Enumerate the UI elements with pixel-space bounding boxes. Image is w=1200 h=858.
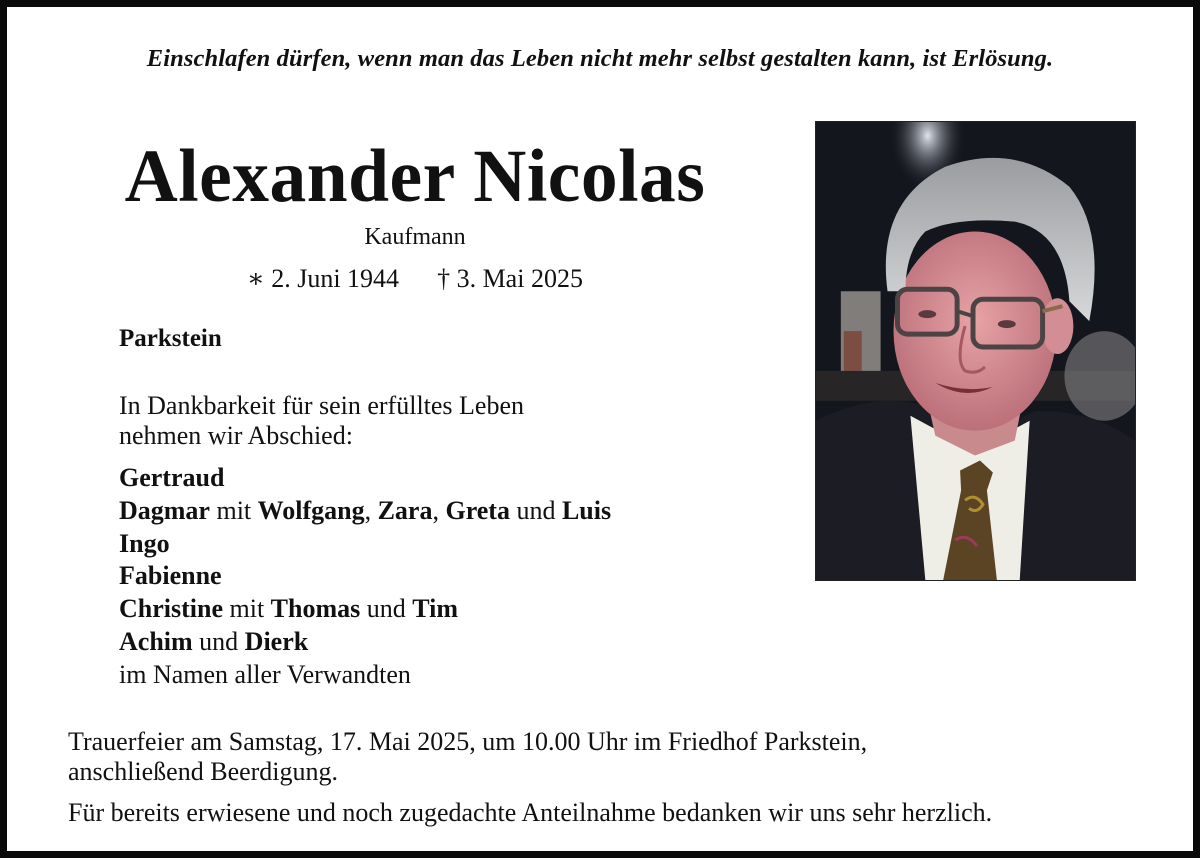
motto-quote: Einschlafen dürfen, wenn man das Leben nicht mehr selbst gestalten kann, ist Erlösung. [146, 45, 1054, 72]
mourner-name: Christine [119, 594, 223, 624]
thanks-note: Für bereits erwiesene und noch zugedachte Anteilnahme bedanken wir uns sehr herzlich. [68, 798, 993, 827]
service-line: anschließend Beerdigung. [68, 757, 339, 786]
mourner-name: Thomas [270, 594, 361, 624]
deceased-name: Alexander Nicolas [124, 135, 706, 218]
mourner-line [119, 462, 611, 495]
mourner-line [119, 495, 611, 528]
death-date: 3. Mai 2025 [456, 264, 583, 293]
connector-text: und [509, 495, 562, 525]
connector-text: , [432, 495, 446, 525]
birth-star-icon: ∗ [247, 264, 265, 293]
mourner-name: Dierk [244, 626, 309, 656]
connector-text: mit [223, 594, 271, 624]
mourner-line [119, 528, 611, 561]
mourner-name: Luis [561, 495, 612, 525]
mourner-name: Gertraud [119, 463, 225, 492]
birth-date: 2. Juni 1944 [271, 264, 400, 293]
connector-text: und [192, 626, 245, 656]
mourner-name: Tim [412, 594, 459, 624]
service-line: Trauerfeier am Samstag, 17. Mai 2025, um 10.00 Uhr im Friedhof Parkstein, [68, 727, 868, 756]
place-of-residence: Parkstein [119, 325, 222, 352]
mourner-name: Dagmar [119, 495, 210, 525]
farewell-intro-line: In Dankbarkeit für sein erfülltes Leben [119, 391, 525, 420]
connector-text: mit [209, 495, 258, 525]
funeral-service-info [68, 727, 867, 787]
mourner-line [119, 626, 611, 659]
connector-text: , [364, 495, 378, 525]
farewell-intro-line: nehmen wir Abschied: [119, 421, 353, 450]
portrait-image-icon [816, 122, 1135, 580]
mourners-closing: im Namen aller Verwandten [119, 659, 411, 689]
farewell-intro [119, 391, 524, 451]
mourner-name: Fabienne [119, 561, 222, 591]
mourner-name: Greta [445, 495, 510, 525]
mourner-line [119, 593, 611, 626]
death-cross-icon: † [437, 264, 451, 293]
mourner-line [119, 560, 611, 593]
mourner-name: Wolfgang [257, 495, 365, 525]
deceased-profession: Kaufmann [364, 224, 466, 250]
portrait-photo [815, 121, 1136, 581]
mourner-name: Achim [119, 626, 193, 656]
connector-text: und [360, 594, 413, 624]
mourners-list [119, 462, 611, 692]
life-dates [83, 264, 747, 294]
mourner-name: Ingo [119, 528, 170, 558]
mourner-name: Zara [377, 495, 433, 525]
